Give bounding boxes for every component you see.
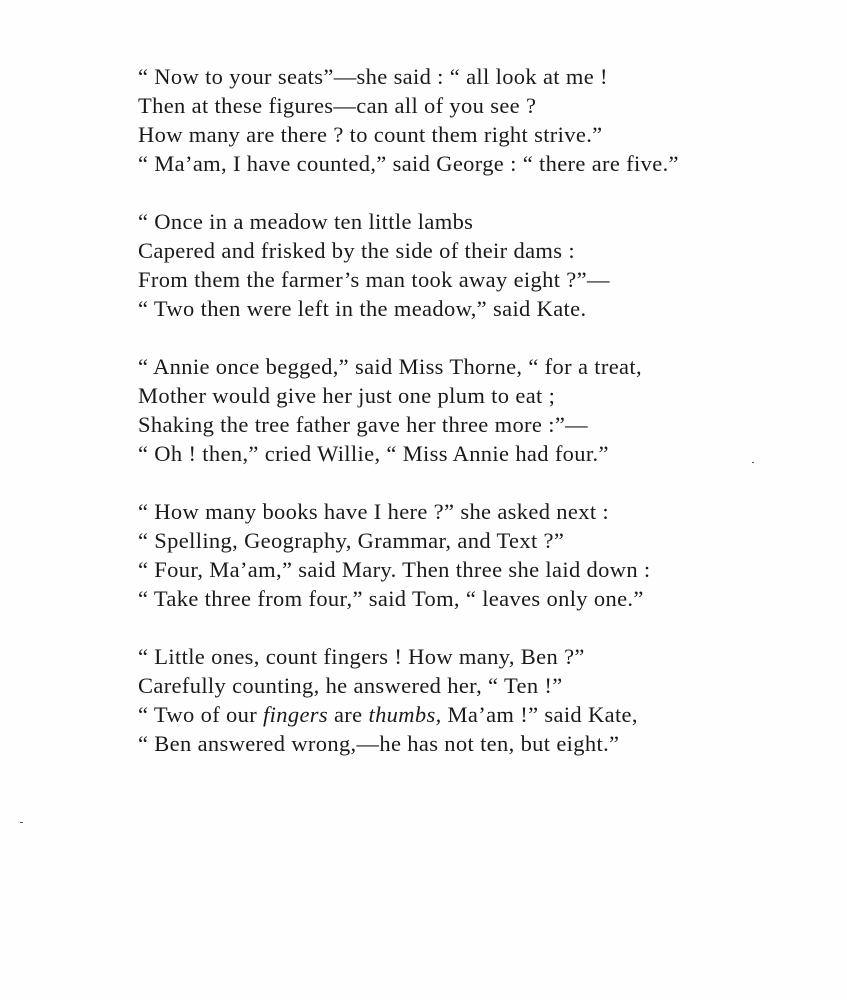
line-text: “ Little ones, count fingers ! How many, Ben ?” (138, 644, 585, 669)
poem-line (138, 381, 798, 410)
line-text: Ma’am !” said Kate, (441, 702, 638, 727)
stanza (138, 62, 798, 178)
poem-line (138, 149, 798, 178)
poem-line (138, 526, 798, 555)
line-text: “ Oh ! then,” cried Willie, “ Miss Annie had four.” (138, 441, 609, 466)
poem-line (138, 62, 798, 91)
line-text: “ Once in a meadow ten little lambs (138, 209, 474, 234)
stanza (138, 497, 798, 613)
poem-line (138, 555, 798, 584)
poem (138, 62, 798, 787)
stanza (138, 207, 798, 323)
italic-emphasis: thumbs, (368, 702, 442, 727)
line-text: Carefully counting, he answered her, “ Ten !” (138, 673, 563, 698)
poem-line (138, 294, 798, 323)
line-text: Mother would give her just one plum to eat ; (138, 383, 556, 408)
line-text: “ Four, Ma’am,” said Mary. Then three she laid down : (138, 557, 651, 582)
line-text: “ Ma’am, I have counted,” said George : “ there are five.” (138, 151, 679, 176)
poem-line (138, 642, 798, 671)
poem-line (138, 265, 798, 294)
line-text: “ Ben answered wrong,—he has not ten, but eight.” (138, 731, 620, 756)
poem-line (138, 236, 798, 265)
poem-line (138, 439, 798, 468)
stanza (138, 642, 798, 758)
line-text: From them the farmer’s man took away eight ?”— (138, 267, 610, 292)
poem-line (138, 410, 798, 439)
poem-line (138, 671, 798, 700)
line-text: How many are there ? to count them right strive.” (138, 122, 603, 147)
line-text: “ Annie once begged,” said Miss Thorne, “ for a treat, (138, 354, 642, 379)
line-text: Then at these figures—can all of you see ? (138, 93, 537, 118)
line-text: “ How many books have I here ?” she asked next : (138, 499, 610, 524)
line-text: Capered and frisked by the side of their dams : (138, 238, 575, 263)
line-text: “ Take three from four,” said Tom, “ leaves only one.” (138, 586, 644, 611)
line-text: “ Now to your seats”—she said : “ all look at me ! (138, 64, 608, 89)
poem-line (138, 120, 798, 149)
poem-line (138, 700, 798, 729)
poem-line (138, 352, 798, 381)
italic-emphasis: fingers (263, 702, 328, 727)
poem-line (138, 207, 798, 236)
poem-line (138, 729, 798, 758)
line-text: Shaking the tree father gave her three more :”— (138, 412, 589, 437)
paper-speck (752, 462, 754, 463)
poem-line (138, 584, 798, 613)
paper-speck (20, 822, 23, 823)
line-text: “ Two then were left in the meadow,” said Kate. (138, 296, 587, 321)
poem-line (138, 91, 798, 120)
line-text: “ Two of our (138, 702, 264, 727)
line-text: are (328, 702, 369, 727)
poem-line (138, 497, 798, 526)
stanza (138, 352, 798, 468)
line-text: “ Spelling, Geography, Grammar, and Text ?” (138, 528, 565, 553)
